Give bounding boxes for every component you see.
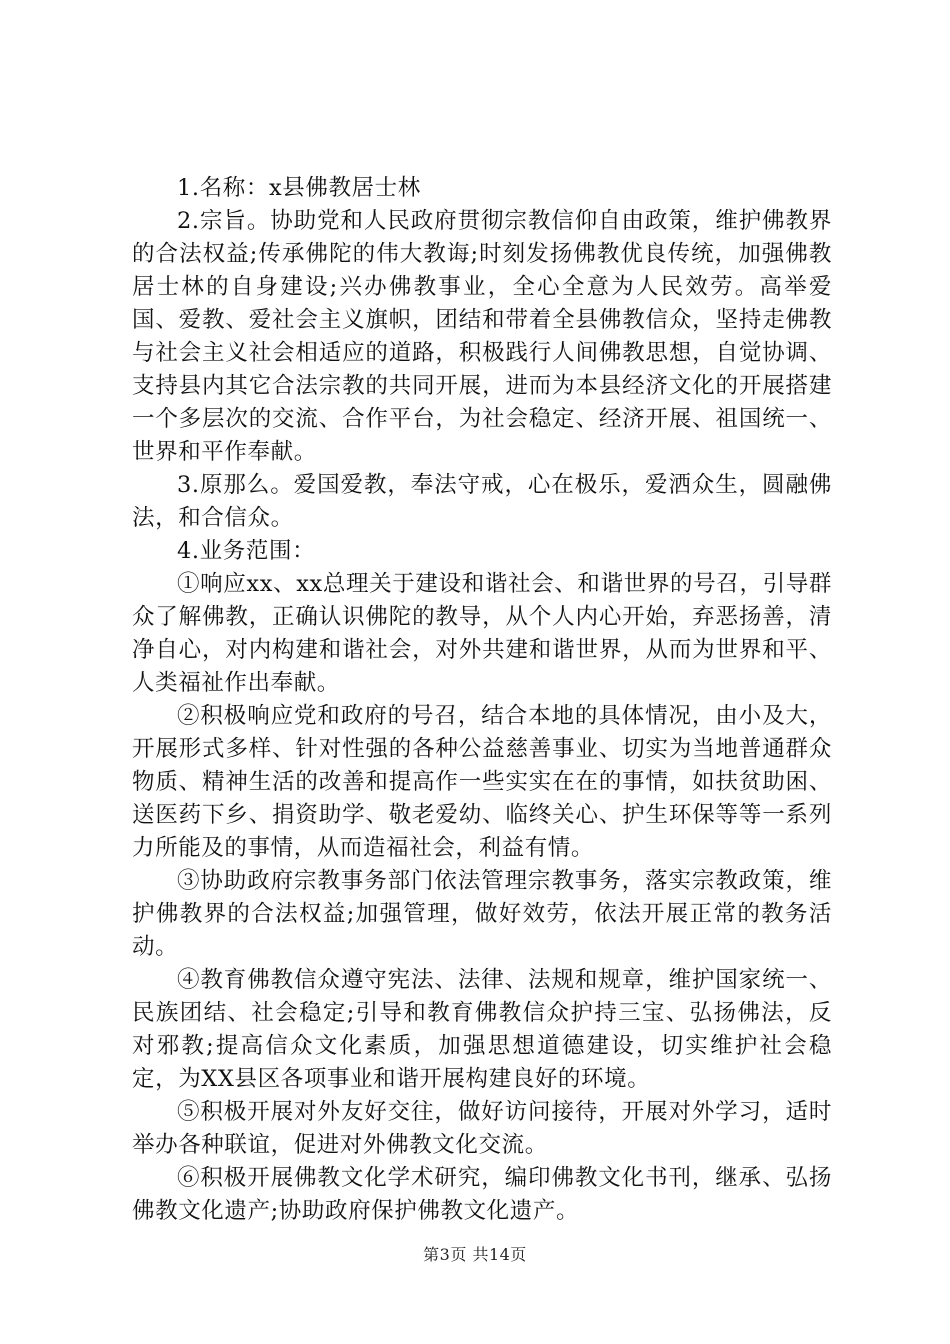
paragraph-scope-item-1: ①响应xx、xx总理关于建设和谐社会、和谐世界的号召，引导群众了解佛教，正确认识佛陀的教导，从个人内心开始，弃恶扬善，清净自心，对内构建和谐社会，对外共建和谐世界，从而为世界和平、人类福祉作出奉献。: [132, 571, 832, 696]
paragraph-scope-item-6: ⑥积极开展佛教文化学术研究，编印佛教文化书刊，继承、弘扬佛教文化遗产;协助政府保护佛教文化遗产。: [132, 1165, 832, 1224]
page-number-footer: 第3页 共14页: [423, 1245, 527, 1264]
paragraph-principle: 3.原那么。爱国爱教，奉法守戒，心在极乐，爱洒众生，圆融佛法，和合信众。: [132, 472, 832, 531]
paragraph-scope-item-3: ③协助政府宗教事务部门依法管理宗教事务，落实宗教政策，维护佛教界的合法权益;加强管理，做好效劳，依法开展正常的教务活动。: [132, 868, 832, 960]
paragraph-scope-heading: 4.业务范围：: [177, 538, 316, 564]
paragraph-scope-item-4: ④教育佛教信众遵守宪法、法律、法规和规章，维护国家统一、民族团结、社会稳定;引导和教育佛教信众护持三宝、弘扬佛法，反对邪教;提高信众文化素质，加强思想道德建设，切实维护社会稳定，为XX县区各项事业和谐开展构建良好的环境。: [132, 967, 832, 1092]
document-body: [132, 172, 832, 1228]
paragraph-purpose: 2.宗旨。协助党和人民政府贯彻宗教信仰自由政策，维护佛教界的合法权益;传承佛陀的伟大教诲;时刻发扬佛教优良传统，加强佛教居士林的自身建设;兴办佛教事业，全心全意为人民效劳。高举爱国、爱教、爱社会主义旗帜，团结和带着全县佛教信众，坚持走佛教与社会主义社会相适应的道路，积极践行人间佛教思想，自觉协调、支持县内其它合法宗教的共同开展，进而为本县经济文化的开展搭建一个多层次的交流、合作平台，为社会稳定、经济开展、祖国统一、世界和平作奉献。: [132, 208, 832, 465]
paragraph-scope-item-5: ⑤积极开展对外友好交往，做好访问接待，开展对外学习，适时举办各种联谊，促进对外佛教文化交流。: [132, 1099, 832, 1158]
paragraph-name: 1.名称：x县佛教居士林: [177, 175, 421, 201]
paragraph-scope-item-2: ②积极响应党和政府的号召，结合本地的具体情况，由小及大，开展形式多样、针对性强的各种公益慈善事业、切实为当地普通群众物质、精神生活的改善和提高作一些实实在在的事情，如扶贫助困、送医药下乡、捐资助学、敬老爱幼、临终关心、护生环保等等一系列力所能及的事情，从而造福社会，利益有情。: [132, 703, 832, 861]
